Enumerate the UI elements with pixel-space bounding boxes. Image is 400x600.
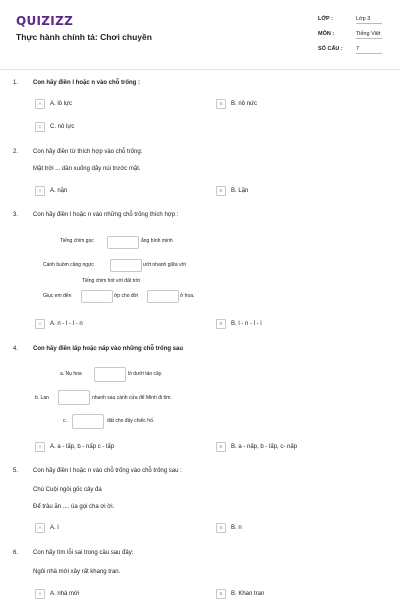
q1-option-c[interactable]: [35, 122, 74, 132]
q3-option-a[interactable]: [35, 319, 83, 329]
option-letter-box: A: [35, 589, 45, 599]
option-text: A. nhà mới: [50, 591, 80, 597]
question-text: Con hãy điền l hoặc n vào những chỗ trống thích hợp :: [33, 212, 179, 218]
option-text: B. nô nức: [231, 101, 258, 107]
option-letter-box: B: [216, 442, 226, 452]
q4-option-a[interactable]: [35, 442, 114, 452]
meta-class: [318, 16, 382, 24]
option-letter-box: A: [35, 523, 45, 533]
question-text: Con hãy điền lấp hoặc nấp vào những chỗ trống sau: [33, 346, 184, 352]
q1-option-b[interactable]: [216, 99, 257, 109]
q3-blank-2[interactable]: [110, 259, 142, 272]
option-letter-box: A: [35, 99, 45, 109]
q2-sentence: Mặt trời ... dần xuống dãy núi trước mặt.: [33, 166, 141, 172]
meta-count-label: SỐ CÂU :: [318, 46, 343, 52]
worksheet-header: [0, 0, 400, 68]
question-text: Con hãy điền l hoặc n vào chỗ trống :: [33, 80, 141, 86]
option-letter-box: A: [35, 319, 45, 329]
option-letter-box: A: [35, 442, 45, 452]
q3-poem-text: Tiếng chim hót với đất trời: [82, 278, 141, 284]
q3-poem-text: ắng bình minh: [141, 238, 173, 244]
q6-option-b[interactable]: [216, 589, 264, 599]
q3-poem-text: ướt nhanh giữa vời: [143, 262, 186, 268]
meta-class-label: LỚP :: [318, 16, 333, 22]
q3-blank-1[interactable]: [107, 236, 139, 249]
question-number: 1.: [13, 80, 19, 86]
q4-option-b[interactable]: [216, 442, 297, 452]
option-text: B. n: [231, 525, 242, 531]
worksheet-title: Thực hành chính tả: Chơi chuyền: [16, 32, 152, 42]
meta-count: [318, 46, 382, 54]
option-letter-box: B: [216, 319, 226, 329]
q2-option-b[interactable]: [216, 186, 248, 196]
q1-option-a[interactable]: [35, 99, 72, 109]
q3-poem-text: Tiếng chim gọc: [60, 238, 94, 244]
header-divider: [0, 69, 400, 70]
question-number: 2.: [13, 149, 19, 155]
meta-subject-label: MÔN :: [318, 31, 335, 37]
q3-poem-text: Giục em đến: [43, 293, 72, 299]
q4-blank-c[interactable]: [72, 414, 104, 429]
question-number: 3.: [13, 212, 19, 218]
q5-option-a[interactable]: [35, 523, 59, 533]
question-number: 4.: [13, 346, 19, 352]
q6-option-a[interactable]: [35, 589, 79, 599]
option-text: B. l - n - l - l: [231, 321, 262, 327]
meta-count-value: 7: [356, 46, 382, 54]
option-text: A. n - l - l - n: [50, 321, 83, 327]
option-letter-box: C: [35, 122, 45, 132]
option-letter-box: B: [216, 99, 226, 109]
q4-sentence-text: đất cho đầy chiếc hố.: [107, 418, 155, 424]
q3-poem-text: ớp cho đời: [114, 293, 139, 299]
option-text: A. lô lực: [50, 101, 73, 107]
option-text: A. a - lấp, b - nấp c - lấp: [50, 444, 115, 450]
option-letter-box: B: [216, 523, 226, 533]
quizizz-logo: QUIZIZZ: [16, 14, 74, 28]
q4-sentence-text: ló dưới tán cây.: [128, 371, 163, 377]
q4-blank-a[interactable]: [94, 367, 126, 382]
q2-option-a[interactable]: [35, 186, 67, 196]
q3-option-b[interactable]: [216, 319, 262, 329]
option-text: A. nặn: [50, 188, 68, 194]
option-letter-box: B: [216, 589, 226, 599]
meta-subject-value: Tiếng Việt: [356, 31, 381, 37]
question-text: Con hãy điền l hoặc n vào chỗ trống vào chỗ trống sau :: [33, 468, 182, 474]
option-text: B. Khan tran: [231, 591, 265, 597]
option-text: A. l: [50, 525, 59, 531]
q4-sentence-text: c.: [63, 418, 67, 424]
q6-sentence: Ngôi nhà mới xây rất khang tran.: [33, 569, 121, 575]
meta-subject: [318, 31, 382, 39]
q5-verse-line-1: Chú Cuội ngồi gốc cây đa: [33, 487, 102, 493]
option-text: B. Lặn: [231, 188, 249, 194]
q3-poem-text: ở hoa.: [180, 293, 195, 299]
question-text: Con hãy điền từ thích hợp vào chỗ trống:: [33, 149, 143, 155]
option-text: C. nô lực: [50, 124, 75, 130]
q3-blank-4[interactable]: [147, 290, 179, 303]
option-letter-box: A: [35, 186, 45, 196]
question-text: Con hãy tìm lỗi sai trong câu sau đây:: [33, 550, 134, 556]
meta-class-value: Lớp 3: [356, 16, 382, 24]
question-number: 5.: [13, 468, 19, 474]
q5-verse-line-2: Để trâu ăn .... úa gọi cha ơi ời.: [33, 504, 115, 510]
question-number: 6.: [13, 550, 19, 556]
q4-sentence-text: nhanh sau cánh cửa để Minh đi tìm.: [92, 395, 172, 401]
option-letter-box: B: [216, 186, 226, 196]
q3-blank-3[interactable]: [81, 290, 113, 303]
q4-sentence-text: b. Lan: [35, 395, 49, 401]
q4-sentence-text: a. Nụ hoa: [60, 371, 82, 377]
q4-blank-b[interactable]: [58, 390, 90, 405]
q3-poem-text: Cánh buồm căng ngực: [43, 262, 94, 268]
option-text: B. a - nấp, b - lấp, c- nấp: [231, 444, 298, 450]
q5-option-b[interactable]: [216, 523, 242, 533]
